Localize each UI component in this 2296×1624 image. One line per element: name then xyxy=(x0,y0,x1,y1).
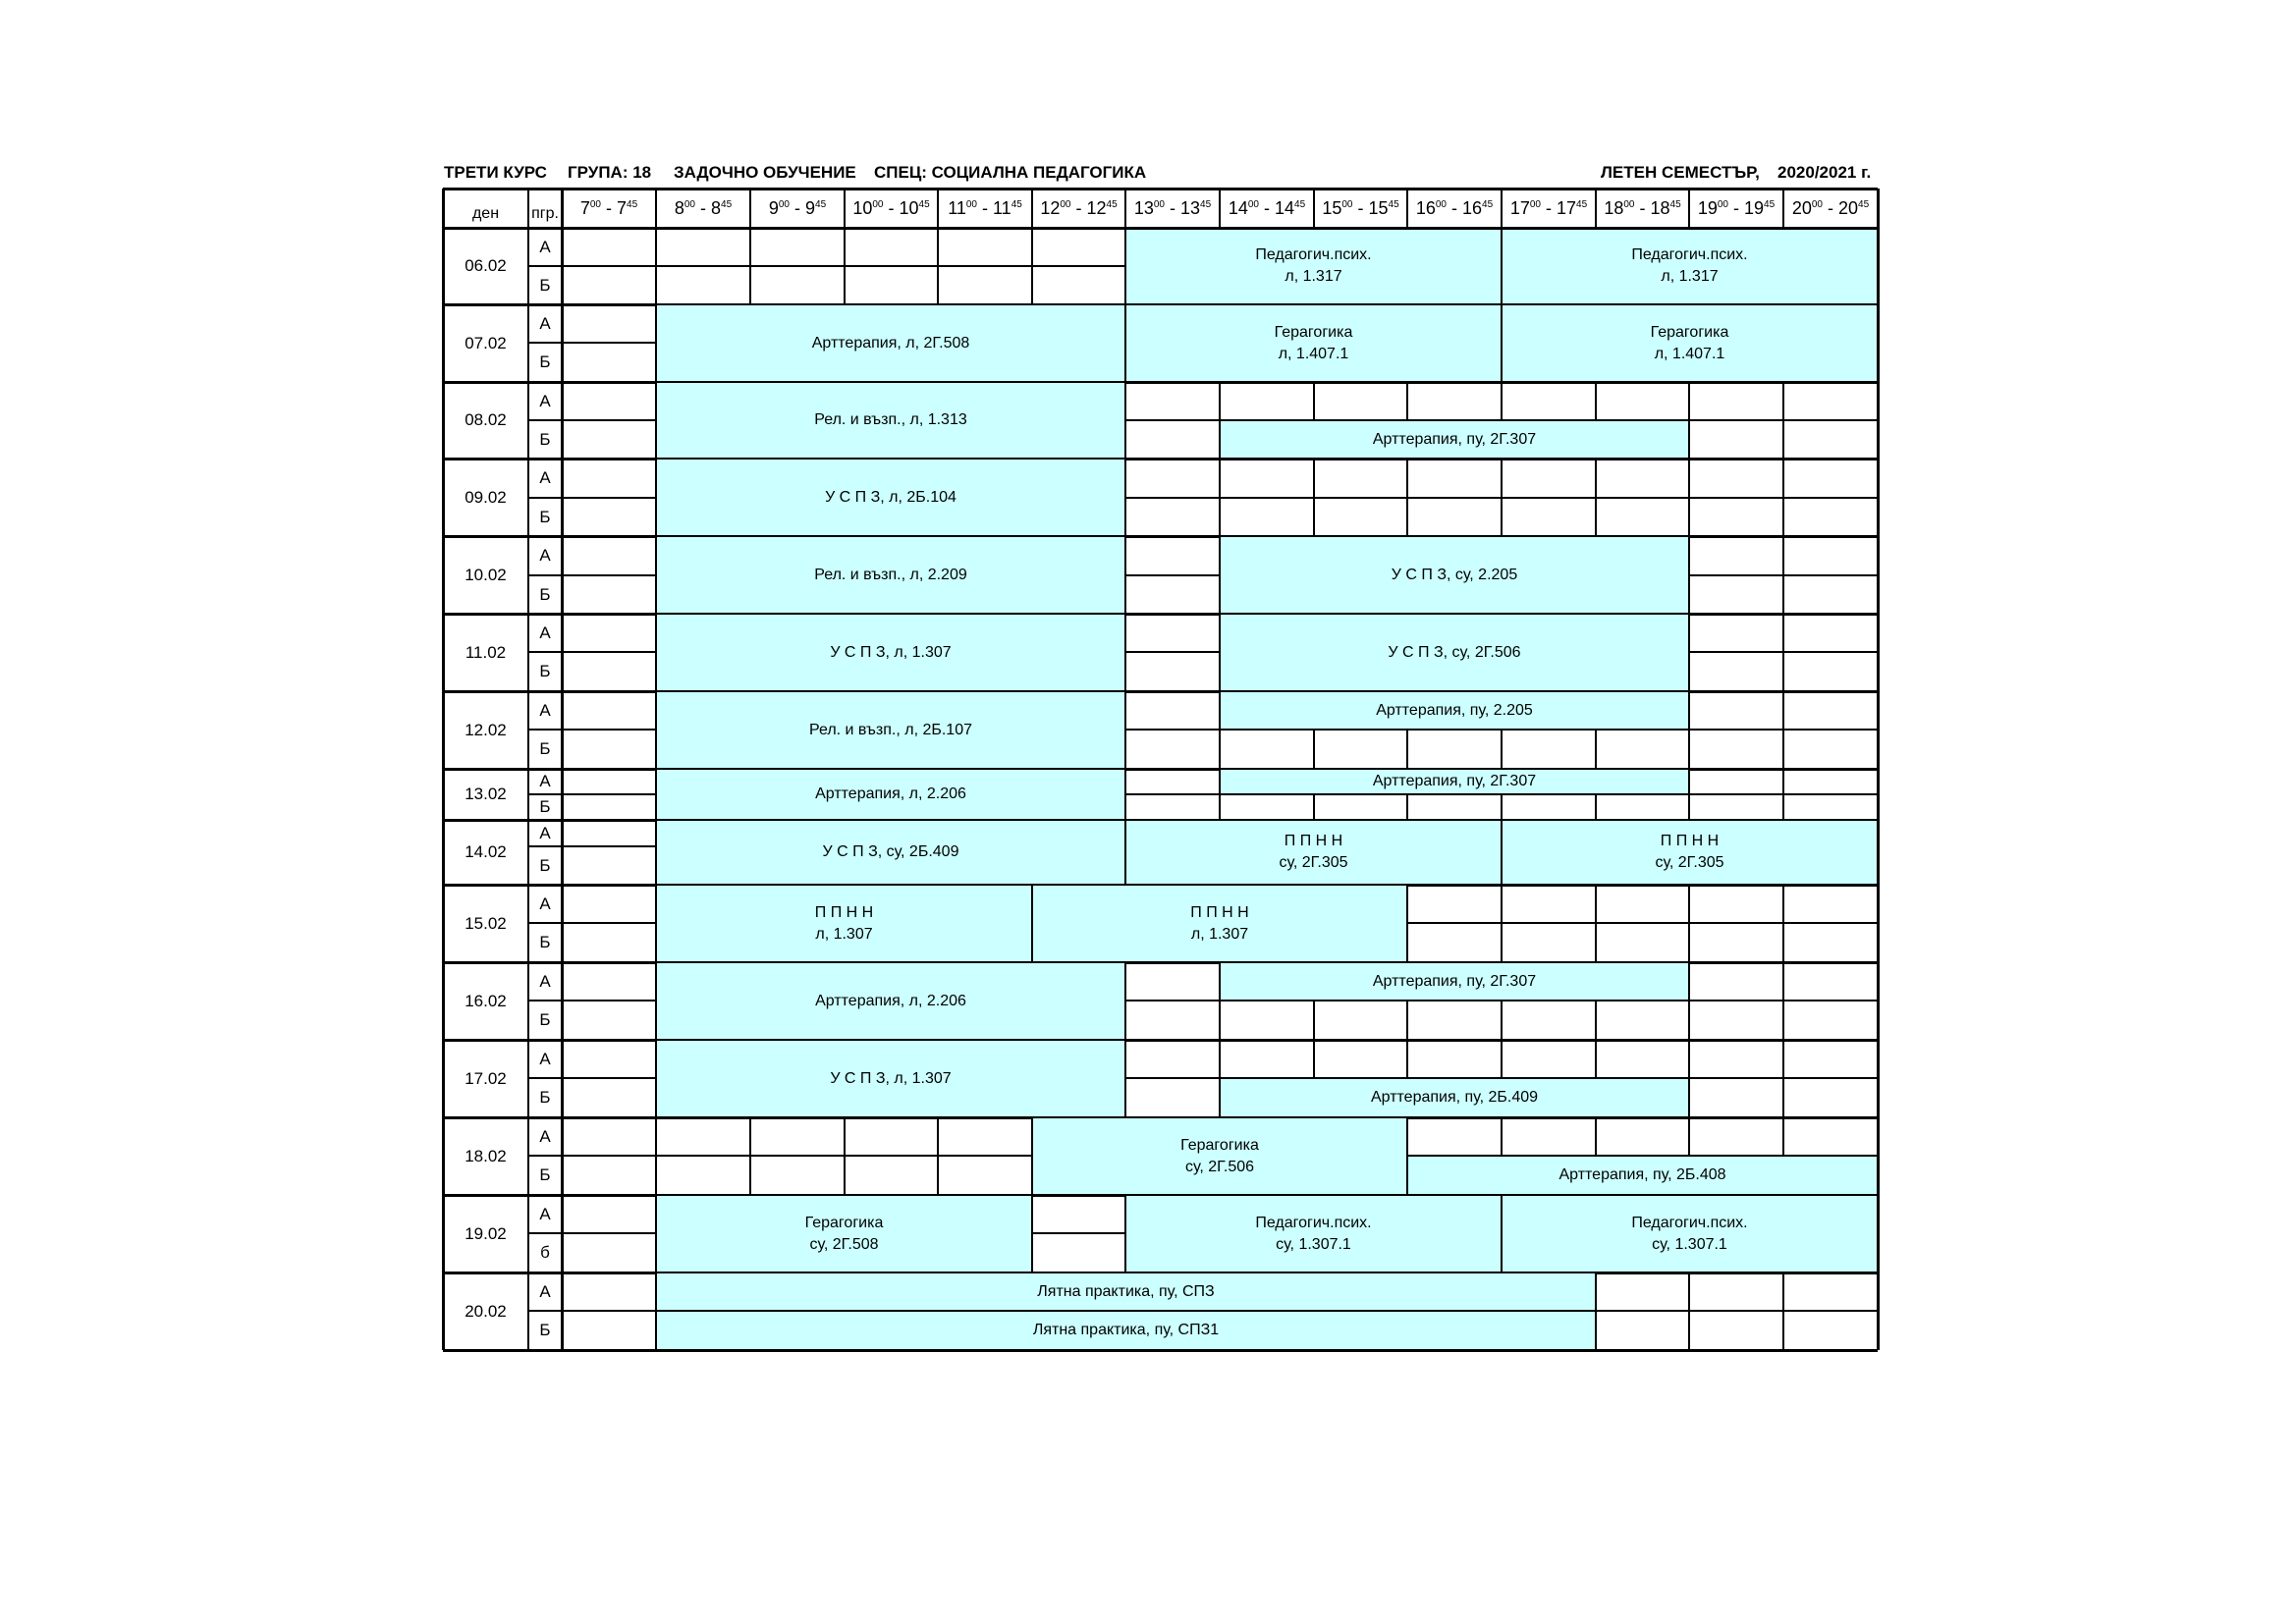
empty-slot-cell xyxy=(656,1117,750,1156)
empty-slot-cell xyxy=(1689,1078,1783,1117)
time-slot-header: $20^{00} - 20^{45}$ xyxy=(1791,198,1870,218)
empty-slot-cell xyxy=(562,1001,656,1040)
empty-slot-cell xyxy=(1689,730,1783,769)
empty-slot-cell xyxy=(1314,498,1407,536)
subgroup-cell: А xyxy=(539,468,551,487)
empty-slot-cell xyxy=(656,266,750,304)
empty-slot-cell xyxy=(1783,652,1878,691)
empty-slot-cell xyxy=(1125,652,1220,691)
empty-slot-cell xyxy=(1125,575,1220,614)
empty-slot-cell xyxy=(1407,382,1502,420)
empty-slot-cell xyxy=(1407,498,1502,536)
empty-slot-cell xyxy=(1407,1117,1502,1156)
class-event-block[interactable]: Герагогика л, 1.407.1 xyxy=(1502,304,1878,382)
subgroup-cell: Б xyxy=(539,933,551,951)
empty-slot-cell xyxy=(1407,730,1502,769)
day-date-cell: 11.02 xyxy=(465,642,507,662)
empty-slot-cell xyxy=(1596,459,1689,498)
class-event-block[interactable]: Лятна практика, пу, СПЗ xyxy=(656,1272,1596,1311)
grid-line xyxy=(1595,189,1596,228)
empty-slot-cell xyxy=(1125,730,1220,769)
empty-slot-cell xyxy=(1783,691,1878,730)
empty-slot-cell xyxy=(1407,794,1502,820)
empty-slot-cell xyxy=(1125,614,1220,652)
empty-slot-cell xyxy=(562,382,656,420)
grid-line xyxy=(443,1349,1878,1352)
grid-line xyxy=(528,265,562,266)
empty-slot-cell xyxy=(845,1156,938,1195)
empty-slot-cell xyxy=(1689,614,1783,652)
subgroup-cell: А xyxy=(539,623,551,642)
empty-slot-cell xyxy=(1314,730,1407,769)
grid-line xyxy=(844,189,845,228)
class-event-block[interactable]: Арттерапия, л, 2.206 xyxy=(656,962,1125,1040)
empty-slot-cell xyxy=(1689,382,1783,420)
empty-slot-cell xyxy=(562,652,656,691)
day-date-cell: 16.02 xyxy=(465,991,507,1010)
empty-slot-cell xyxy=(1314,1001,1407,1040)
empty-slot-cell xyxy=(562,794,656,820)
class-event-block[interactable]: Педагогич.псих. су, 1.307.1 xyxy=(1502,1195,1878,1272)
empty-slot-cell xyxy=(562,846,656,885)
empty-slot-cell xyxy=(562,1117,656,1156)
grid-line xyxy=(561,189,564,1350)
empty-slot-cell xyxy=(938,1117,1032,1156)
empty-slot-cell xyxy=(1596,730,1689,769)
empty-slot-cell xyxy=(562,498,656,536)
class-event-block[interactable]: Герагогика л, 1.407.1 xyxy=(1125,304,1502,382)
grid-line xyxy=(528,729,562,730)
empty-slot-cell xyxy=(1689,1040,1783,1078)
time-slot-header: $18^{00} - 18^{45}$ xyxy=(1604,198,1681,218)
empty-slot-cell xyxy=(1125,498,1220,536)
day-date-cell: 15.02 xyxy=(465,913,507,933)
day-date-cell: 19.02 xyxy=(465,1223,507,1243)
grid-line xyxy=(528,1232,562,1233)
empty-slot-cell xyxy=(1125,962,1220,1001)
empty-slot-cell xyxy=(1032,1233,1125,1272)
empty-slot-cell xyxy=(750,1156,845,1195)
empty-slot-cell xyxy=(1783,962,1878,1001)
time-slot-header: $19^{00} - 19^{45}$ xyxy=(1697,198,1776,218)
grid-line xyxy=(443,188,1878,190)
empty-slot-cell xyxy=(1783,1311,1878,1350)
empty-slot-cell xyxy=(1502,794,1596,820)
grid-line xyxy=(528,1155,562,1156)
day-date-cell: 12.02 xyxy=(465,720,507,739)
grid-line xyxy=(528,651,562,652)
subgroup-cell: б xyxy=(540,1243,550,1262)
empty-slot-cell xyxy=(1125,1001,1220,1040)
empty-slot-cell xyxy=(1596,382,1689,420)
time-slot-header: $12^{00} - 12^{45}$ xyxy=(1040,198,1118,218)
empty-slot-cell xyxy=(1314,1040,1407,1078)
empty-slot-cell xyxy=(1125,1078,1220,1117)
grid-line xyxy=(528,845,562,846)
empty-slot-cell xyxy=(1407,1040,1502,1078)
empty-slot-cell xyxy=(562,614,656,652)
grid-line xyxy=(749,189,750,228)
class-event-block[interactable]: У С П З, су, 2.205 xyxy=(1220,536,1689,614)
empty-slot-cell xyxy=(1689,691,1783,730)
subgroup-cell: Б xyxy=(539,1088,551,1107)
empty-slot-cell xyxy=(1689,459,1783,498)
empty-slot-cell xyxy=(1125,691,1220,730)
empty-slot-cell xyxy=(1783,730,1878,769)
empty-slot-cell xyxy=(1407,885,1502,923)
empty-slot-cell xyxy=(1220,498,1314,536)
empty-slot-cell xyxy=(562,343,656,382)
empty-slot-cell xyxy=(750,266,845,304)
empty-slot-cell xyxy=(562,459,656,498)
empty-slot-cell xyxy=(1689,498,1783,536)
empty-slot-cell xyxy=(562,730,656,769)
grid-line xyxy=(442,189,445,1350)
time-slot-header: $8^{00} - 8^{45}$ xyxy=(674,198,733,218)
grid-line xyxy=(528,922,562,923)
empty-slot-cell xyxy=(1220,1001,1314,1040)
subgroup-cell: А xyxy=(539,772,551,790)
empty-slot-cell xyxy=(1502,885,1596,923)
empty-slot-cell xyxy=(562,304,656,343)
class-event-block[interactable]: П П Н Н су, 2Г.305 xyxy=(1125,820,1502,885)
empty-slot-cell xyxy=(562,1040,656,1078)
subgroup-cell: Б xyxy=(539,352,551,371)
empty-slot-cell xyxy=(1783,575,1878,614)
empty-slot-cell xyxy=(1502,1001,1596,1040)
empty-slot-cell xyxy=(1596,1117,1689,1156)
empty-slot-cell xyxy=(1125,420,1220,459)
empty-slot-cell xyxy=(1783,498,1878,536)
subgroup-cell: Б xyxy=(539,507,551,526)
empty-slot-cell xyxy=(562,769,656,794)
day-date-cell: 10.02 xyxy=(465,565,507,584)
empty-slot-cell xyxy=(1596,1272,1689,1311)
time-slot-header: $7^{00} - 7^{45}$ xyxy=(579,198,638,218)
class-event-block[interactable]: Рел. и възп., л, 2Б.107 xyxy=(656,691,1125,769)
empty-slot-cell xyxy=(1314,794,1407,820)
subgroup-cell: Б xyxy=(539,855,551,875)
empty-slot-cell xyxy=(1783,885,1878,923)
column-header-day: ден xyxy=(471,205,500,222)
academic-year-label: 2020/2021 г. xyxy=(1777,163,1872,182)
day-date-cell: 09.02 xyxy=(465,487,507,507)
class-event-block[interactable]: Арттерапия, пу, 2Г.307 xyxy=(1220,962,1689,1001)
grid-line xyxy=(1031,189,1032,228)
empty-slot-cell xyxy=(1502,382,1596,420)
empty-slot-cell xyxy=(1689,769,1783,794)
class-event-block[interactable]: Арттерапия, л, 2.206 xyxy=(656,769,1125,820)
empty-slot-cell xyxy=(845,266,938,304)
day-date-cell: 14.02 xyxy=(465,842,507,861)
grid-line xyxy=(655,189,656,228)
empty-slot-cell xyxy=(1502,459,1596,498)
empty-slot-cell xyxy=(1032,1195,1125,1233)
empty-slot-cell xyxy=(1502,923,1596,962)
empty-slot-cell xyxy=(1125,382,1220,420)
class-event-block[interactable]: Педагогич.псих. су, 1.307.1 xyxy=(1125,1195,1502,1272)
class-event-block[interactable]: Арттерапия, пу, 2Б.409 xyxy=(1220,1078,1689,1117)
empty-slot-cell xyxy=(1220,459,1314,498)
grid-line xyxy=(528,497,562,498)
empty-slot-cell xyxy=(1783,459,1878,498)
subgroup-cell: А xyxy=(539,391,551,410)
class-event-block[interactable]: Рел. и възп., л, 2.209 xyxy=(656,536,1125,614)
subgroup-cell: Б xyxy=(539,797,551,816)
grid-line xyxy=(528,574,562,575)
empty-slot-cell xyxy=(1125,1040,1220,1078)
day-date-cell: 17.02 xyxy=(465,1068,507,1088)
empty-slot-cell xyxy=(562,1156,656,1195)
empty-slot-cell xyxy=(1783,794,1878,820)
class-event-block[interactable]: Герагогика су, 2Г.508 xyxy=(656,1195,1032,1272)
subgroup-cell: Б xyxy=(539,1321,551,1339)
empty-slot-cell xyxy=(1689,1311,1783,1350)
grid-line xyxy=(443,227,1878,230)
subgroup-cell: А xyxy=(539,237,551,256)
empty-slot-cell xyxy=(562,962,656,1001)
empty-slot-cell xyxy=(562,1233,656,1272)
empty-slot-cell xyxy=(562,420,656,459)
grid-line xyxy=(1782,189,1783,228)
empty-slot-cell xyxy=(656,1156,750,1195)
subgroup-cell: Б xyxy=(539,739,551,758)
empty-slot-cell xyxy=(562,575,656,614)
class-event-block[interactable]: Герагогика су, 2Г.506 xyxy=(1032,1117,1407,1195)
grid-line xyxy=(528,793,562,794)
class-event-block[interactable]: Педагогич.псих. л, 1.317 xyxy=(1125,228,1502,304)
time-slot-header: $13^{00} - 13^{45}$ xyxy=(1133,198,1212,218)
grid-line xyxy=(1501,189,1502,228)
empty-slot-cell xyxy=(750,228,845,266)
group-label: ГРУПА: 18 xyxy=(568,163,652,182)
semester-label: ЛЕТЕН СЕМЕСТЪР, xyxy=(1601,163,1760,182)
subgroup-cell: Б xyxy=(539,429,551,449)
empty-slot-cell xyxy=(562,228,656,266)
empty-slot-cell xyxy=(938,1156,1032,1195)
empty-slot-cell xyxy=(562,1195,656,1233)
empty-slot-cell xyxy=(1032,228,1125,266)
class-event-block[interactable]: У С П З, су, 2Б.409 xyxy=(656,820,1125,885)
empty-slot-cell xyxy=(1783,536,1878,575)
course-label: ТРЕТИ КУРС xyxy=(444,163,547,182)
class-event-block[interactable]: Арттерапия, л, 2Г.508 xyxy=(656,304,1125,382)
empty-slot-cell xyxy=(1314,459,1407,498)
empty-slot-cell xyxy=(1689,420,1783,459)
empty-slot-cell xyxy=(1689,923,1783,962)
empty-slot-cell xyxy=(1596,1311,1689,1350)
empty-slot-cell xyxy=(1220,730,1314,769)
empty-slot-cell xyxy=(562,1078,656,1117)
empty-slot-cell xyxy=(1689,575,1783,614)
empty-slot-cell xyxy=(1783,1078,1878,1117)
empty-slot-cell xyxy=(1596,885,1689,923)
empty-slot-cell xyxy=(562,266,656,304)
subgroup-cell: А xyxy=(539,971,551,991)
specialty-label: СПЕЦ: СОЦИАЛНА ПЕДАГОГИКА xyxy=(874,163,1147,182)
empty-slot-cell xyxy=(938,266,1032,304)
empty-slot-cell xyxy=(1689,1272,1783,1311)
empty-slot-cell xyxy=(1596,923,1689,962)
class-event-block[interactable]: У С П З, л, 2Б.104 xyxy=(656,459,1125,536)
class-event-block[interactable]: У С П З, л, 1.307 xyxy=(656,1040,1125,1117)
empty-slot-cell xyxy=(1314,382,1407,420)
day-date-cell: 08.02 xyxy=(465,410,507,429)
empty-slot-cell xyxy=(1689,794,1783,820)
empty-slot-cell xyxy=(1783,769,1878,794)
class-event-block[interactable]: Арттерапия, пу, 2.205 xyxy=(1220,691,1689,730)
empty-slot-cell xyxy=(938,228,1032,266)
class-event-block[interactable]: П П Н Н л, 1.307 xyxy=(656,885,1032,962)
empty-slot-cell xyxy=(1783,1272,1878,1311)
class-event-block[interactable]: Арттерапия, пу, 2Б.408 xyxy=(1407,1156,1878,1195)
subgroup-cell: А xyxy=(539,1281,551,1301)
empty-slot-cell xyxy=(1596,1001,1689,1040)
empty-slot-cell xyxy=(1502,1040,1596,1078)
grid-line xyxy=(528,1077,562,1078)
grid-line xyxy=(528,1310,562,1311)
empty-slot-cell xyxy=(1407,923,1502,962)
empty-slot-cell xyxy=(1220,382,1314,420)
grid-line xyxy=(1877,189,1880,1350)
empty-slot-cell xyxy=(1502,498,1596,536)
subgroup-cell: А xyxy=(539,1126,551,1146)
empty-slot-cell xyxy=(1783,1117,1878,1156)
empty-slot-cell xyxy=(845,228,938,266)
empty-slot-cell xyxy=(562,691,656,730)
class-event-block[interactable]: У С П З, су, 2Г.506 xyxy=(1220,614,1689,691)
empty-slot-cell xyxy=(1783,614,1878,652)
grid-line xyxy=(528,419,562,420)
empty-slot-cell xyxy=(1502,730,1596,769)
grid-line xyxy=(1688,189,1689,228)
class-event-block[interactable]: Арттерапия, пу, 2Г.307 xyxy=(1220,420,1689,459)
subgroup-cell: А xyxy=(539,893,551,913)
empty-slot-cell xyxy=(1407,1001,1502,1040)
empty-slot-cell xyxy=(1783,420,1878,459)
empty-slot-cell xyxy=(562,1311,656,1350)
empty-slot-cell xyxy=(1689,962,1783,1001)
time-slot-header: $16^{00} - 16^{45}$ xyxy=(1415,198,1494,218)
grid-line xyxy=(528,1000,562,1001)
class-event-block[interactable]: Арттерапия, пу, 2Г.307 xyxy=(1220,769,1689,794)
empty-slot-cell xyxy=(562,923,656,962)
empty-slot-cell xyxy=(656,228,750,266)
empty-slot-cell xyxy=(1125,536,1220,575)
empty-slot-cell xyxy=(1596,794,1689,820)
empty-slot-cell xyxy=(1125,769,1220,794)
day-date-cell: 18.02 xyxy=(465,1146,507,1165)
empty-slot-cell xyxy=(1220,1040,1314,1078)
empty-slot-cell xyxy=(1783,923,1878,962)
day-date-cell: 06.02 xyxy=(465,256,507,275)
day-date-cell: 13.02 xyxy=(465,785,507,803)
class-event-block[interactable]: П П Н Н су, 2Г.305 xyxy=(1502,820,1878,885)
empty-slot-cell xyxy=(1783,1001,1878,1040)
grid-line xyxy=(1219,189,1220,228)
subgroup-cell: Б xyxy=(539,275,551,295)
empty-slot-cell xyxy=(1689,652,1783,691)
class-event-block[interactable]: Рел. и възп., л, 1.313 xyxy=(656,382,1125,459)
empty-slot-cell xyxy=(562,820,656,846)
empty-slot-cell xyxy=(1689,885,1783,923)
grid-line xyxy=(1124,189,1125,228)
time-slot-header: $14^{00} - 14^{45}$ xyxy=(1228,198,1306,218)
empty-slot-cell xyxy=(1596,1040,1689,1078)
grid-line xyxy=(1406,189,1407,228)
time-slot-header: $11^{00} - 11^{45}$ xyxy=(948,198,1022,218)
grid-line xyxy=(937,189,938,228)
subgroup-cell: Б xyxy=(539,1010,551,1029)
time-slot-header: $10^{00} - 10^{45}$ xyxy=(852,198,930,218)
empty-slot-cell xyxy=(1689,1001,1783,1040)
grid-line xyxy=(528,342,562,343)
time-slot-header: $9^{00} - 9^{45}$ xyxy=(768,198,827,218)
subgroup-cell: А xyxy=(539,1049,551,1068)
empty-slot-cell xyxy=(1689,536,1783,575)
class-event-block[interactable]: У С П З, л, 1.307 xyxy=(656,614,1125,691)
subgroup-cell: Б xyxy=(539,1165,551,1184)
empty-slot-cell xyxy=(562,536,656,575)
empty-slot-cell xyxy=(1783,382,1878,420)
time-slot-header: $17^{00} - 17^{45}$ xyxy=(1509,198,1588,218)
subgroup-cell: А xyxy=(539,1204,551,1223)
study-form-label: ЗАДОЧНО ОБУЧЕНИЕ xyxy=(674,163,856,182)
subgroup-cell: А xyxy=(539,546,551,565)
class-event-block[interactable]: Педагогич.псих. л, 1.317 xyxy=(1502,228,1878,304)
empty-slot-cell xyxy=(1783,1040,1878,1078)
subgroup-cell: А xyxy=(539,700,551,720)
empty-slot-cell xyxy=(1407,459,1502,498)
empty-slot-cell xyxy=(750,1117,845,1156)
empty-slot-cell xyxy=(1125,459,1220,498)
day-date-cell: 07.02 xyxy=(465,333,507,352)
grid-line xyxy=(1313,189,1314,228)
empty-slot-cell xyxy=(1032,266,1125,304)
empty-slot-cell xyxy=(1689,1117,1783,1156)
day-date-cell: 20.02 xyxy=(465,1301,507,1321)
subgroup-cell: А xyxy=(539,823,551,842)
class-event-block[interactable]: П П Н Н л, 1.307 xyxy=(1032,885,1407,962)
subgroup-cell: А xyxy=(539,313,551,333)
subgroup-cell: Б xyxy=(539,662,551,680)
class-event-block[interactable]: Лятна практика, пу, СПЗ1 xyxy=(656,1311,1596,1350)
subgroup-cell: Б xyxy=(539,584,551,604)
column-header-subgroup: пгр. xyxy=(531,205,559,222)
empty-slot-cell xyxy=(1502,1117,1596,1156)
empty-slot-cell xyxy=(845,1117,938,1156)
time-slot-header: $15^{00} - 15^{45}$ xyxy=(1322,198,1399,218)
empty-slot-cell xyxy=(1220,794,1314,820)
empty-slot-cell xyxy=(1125,794,1220,820)
empty-slot-cell xyxy=(562,1272,656,1311)
empty-slot-cell xyxy=(562,885,656,923)
grid-line xyxy=(527,189,528,1350)
empty-slot-cell xyxy=(1596,498,1689,536)
